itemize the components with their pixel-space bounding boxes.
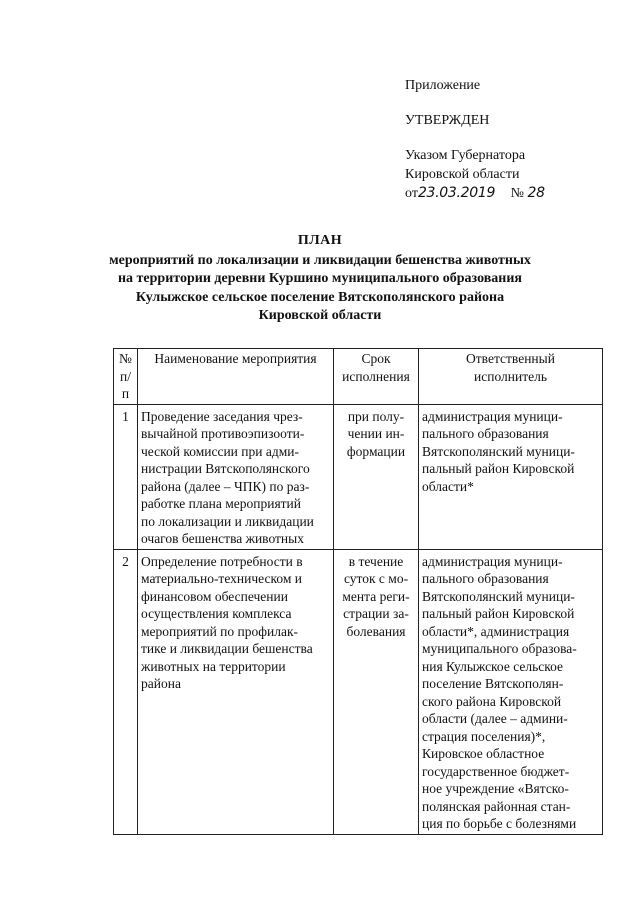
header-responsible: Ответственный исполнитель (419, 349, 603, 405)
table-row (114, 549, 603, 834)
decree-date: 23.03.2019 (417, 185, 496, 201)
approved-label: УТВЕРЖДЕН (405, 113, 490, 128)
number-prefix: № (510, 186, 524, 201)
title-line-2: на территории деревни Куршино муниципального образования (117, 271, 522, 286)
approval-block (405, 76, 545, 203)
measure-term: в течение суток с мо- мента реги- страции за- болевания (334, 549, 419, 834)
table-header-row (114, 349, 603, 405)
measure-name: Проведение заседания чрез- вычайной противоэпизооти- ческой комиссии при адми- нистрации Вятскополянского района (далее – ЧПК) по раз- работке плана мероприятий по локализации и ликвидации очагов бешенства животных (138, 404, 334, 549)
table-row (114, 404, 603, 549)
title-plan: ПЛАН (297, 233, 343, 248)
header-name: Наименование мероприятия (138, 349, 334, 405)
measure-responsible: администрация муници- пального образования Вятскополянский муници- пальный район Кировской области*, администрация муниципального образова- ния Кулыжское сельское поселение Вятскополян- ского района Кировской области (далее – админи- страция поселения)*, Кировское областное государственное бюджет- ное учреждение «Вятско- полянская районная стан- ция по борьбе с болезнями (419, 549, 603, 834)
row-number: 2 (114, 549, 138, 834)
appendix-label: Приложение (405, 78, 481, 93)
measure-term: при полу- чении ин- формации (334, 404, 419, 549)
decree-date-line (405, 184, 545, 203)
row-number: 1 (114, 404, 138, 549)
decree-number: 28 (527, 185, 545, 201)
measures-table (113, 348, 603, 835)
title-line-1: мероприятий по локализации и ликвидации бешенства животных (109, 252, 531, 268)
header-num: № п/п (114, 349, 138, 405)
decree-line-1: Указом Губернатора (405, 148, 526, 163)
document-title (90, 232, 550, 326)
title-line-4: Кировской области (258, 308, 382, 323)
title-line-3: Кулыжское сельское поселение Вятскополянского района (135, 289, 505, 305)
date-prefix: от (405, 186, 418, 201)
decree-line-2: Кировской области (405, 167, 520, 182)
header-term: Срок исполнения (334, 349, 419, 405)
measure-responsible: администрация муници- пального образования Вятскополянский муници- пальный район Кировской области* (419, 404, 603, 549)
measure-name: Определение потребности в материально-техническом и финансовом обеспечении осуществления комплекса мероприятий по профилак- тике и ликвидации бешенства животных на территории района (138, 549, 334, 834)
